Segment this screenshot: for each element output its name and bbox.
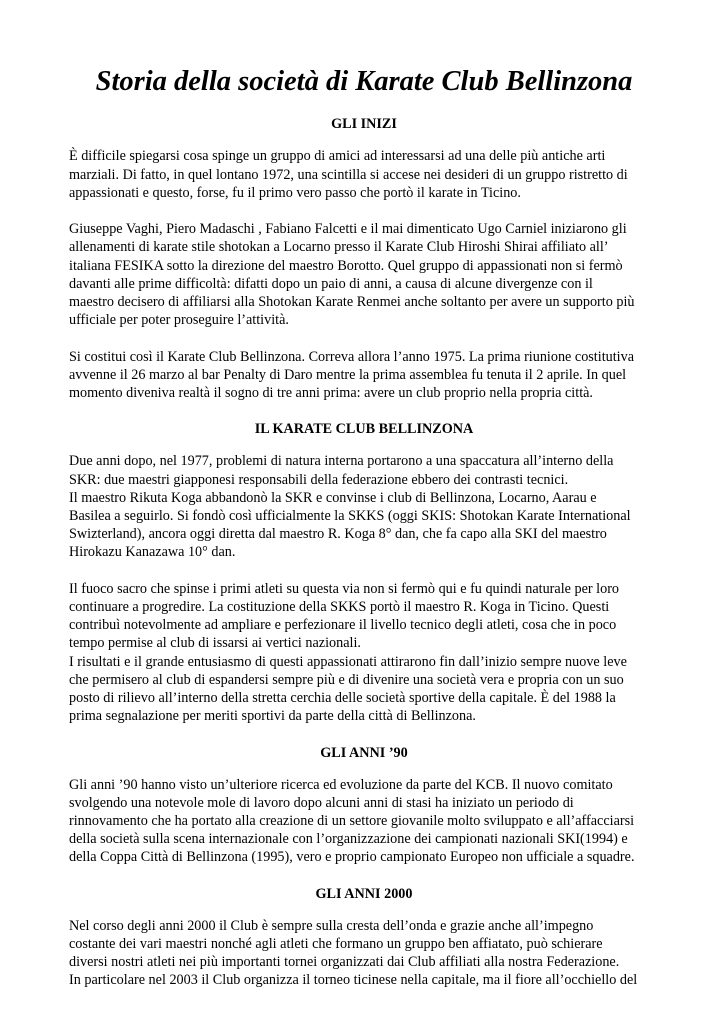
text-line: allenamenti di karate stile shotokan a Locarno presso il Karate Club Hiroshi Shirai affiliato all’ bbox=[69, 239, 609, 256]
text-line: della Coppa Città di Bellinzona (1995), vero e proprio campionato Europeo non ufficiale a squadre. bbox=[69, 849, 635, 866]
text-line: italiana FESIKA sotto la direzione del maestro Borotto. Quel gruppo di appassionati non si fermò bbox=[69, 257, 623, 274]
text-line: appassionati e questo, forse, fu il primo vero passo che portò il karate in Ticino. bbox=[69, 184, 521, 201]
text-line: ufficiale per poter proseguire l’attività. bbox=[69, 312, 289, 329]
section-heading: IL KARATE CLUB BELLINZONA bbox=[254, 421, 474, 438]
paragraph bbox=[69, 348, 659, 403]
section-heading: GLI INIZI bbox=[331, 116, 397, 133]
text-line: Giuseppe Vaghi, Piero Madaschi , Fabiano Falcetti e il mai dimenticato Ugo Carniel iniziarono gli bbox=[69, 221, 627, 238]
text-line: Hirokazu Kanazawa 10° dan. bbox=[69, 544, 236, 561]
paragraph bbox=[69, 452, 659, 561]
text-line: È difficile spiegarsi cosa spinge un gruppo di amici ad interessarsi ad una delle più antiche arti bbox=[69, 148, 606, 165]
paragraph bbox=[69, 220, 659, 329]
text-line: maestro decisero di affiliarsi alla Shotokan Karate Renmei anche soltanto per avere un supporto più bbox=[69, 293, 635, 310]
text-line: che permisero al club di espandersi sempre più e di divenire una società vera e propria con un suo bbox=[69, 671, 624, 688]
text-line: Basilea a seguirlo. Si fondò così ufficialmente la SKKS (oggi SKIS: Shotokan Karate International bbox=[69, 507, 631, 524]
text-line: continuare a progredire. La costituzione della SKKS portò il maestro R. Koga in Ticino. Questi bbox=[69, 598, 610, 615]
text-line: I risultati e il grande entusiasmo di questi appassionati attirarono fin dall’inizio sempre nuove leve bbox=[69, 653, 627, 670]
text-line: SKR: due maestri giapponesi responsabili della federazione ebbero dei contrasti tecnici. bbox=[69, 471, 569, 488]
text-line: marziali. Di fatto, in quel lontano 1972, una scintilla si accese nei desideri di un gruppo ristretto di bbox=[69, 166, 628, 183]
text-line: prima segnalazione per meriti sportivi da parte della città di Bellinzona. bbox=[69, 708, 476, 725]
section-gli-anni-90 bbox=[69, 744, 659, 867]
section-gli-anni-2000 bbox=[69, 885, 659, 990]
text-line: Il fuoco sacro che spinse i primi atleti su questa via non si fermò qui e fu quindi naturale per loro bbox=[69, 580, 620, 597]
document-title: Storia della società di Karate Club Bellinzona bbox=[95, 66, 633, 97]
text-line: davanti alle prime difficoltà: difatti dopo un paio di anni, a causa di alcune divergenze con il bbox=[69, 275, 593, 292]
text-line: Swizterland), ancora oggi diretta dal maestro R. Koga 8° dan, che fa capo alla SKI del maestro bbox=[69, 526, 607, 543]
paragraph bbox=[69, 917, 659, 990]
text-line: momento diveniva realtà il sogno di tre anni prima: avere un club proprio nella propria città. bbox=[69, 384, 593, 401]
text-line: diversi nostri atleti nei più importanti tornei organizzati dai Club affiliati alla nostra Federazione. bbox=[69, 954, 620, 971]
text-line: avvenne il 26 marzo al bar Penalty di Daro mentre la prima assemblea fu tenuta il 2 aprile. In quel bbox=[69, 366, 627, 383]
text-line: tempo permise al club di issarsi ai vertici nazionali. bbox=[69, 635, 361, 652]
section-gli-inizi bbox=[69, 115, 659, 402]
document-page bbox=[69, 66, 659, 1008]
text-line: posto di rilievo all’interno della stretta cerchia delle società sportive della capitale. È del 1988 la bbox=[69, 689, 616, 706]
paragraph bbox=[69, 776, 659, 867]
text-line: Il maestro Rikuta Koga abbandonò la SKR e convinse i club di Bellinzona, Locarno, Aarau e bbox=[69, 489, 597, 506]
text-line: Si costitui così il Karate Club Bellinzona. Correva allora l’anno 1975. La prima riunione costitutiva bbox=[69, 348, 634, 365]
section-heading: GLI ANNI 2000 bbox=[315, 885, 413, 902]
text-line: rinnovamento che ha portato alla creazione di un settore giovanile molto sviluppato e all’affacciarsi bbox=[69, 812, 635, 829]
text-line: In particolare nel 2003 il Club organizza il torneo ticinese nella capitale, ma il fiore all’occhiello del bbox=[69, 972, 638, 989]
text-line: Due anni dopo, nel 1977, problemi di natura interna portarono a una spaccatura all’interno della bbox=[69, 453, 614, 470]
text-line: della società sulla scena internazionale con l’organizzazione dei campionati nazionali SKI(1994) e bbox=[69, 831, 628, 848]
text-line: Gli anni ’90 hanno visto un’ulteriore ricerca ed evoluzione da parte del KCB. Il nuovo comitato bbox=[69, 776, 613, 793]
paragraph bbox=[69, 580, 659, 726]
text-line: Nel corso degli anni 2000 il Club è sempre sulla cresta dell’onda e grazie anche all’impegno bbox=[69, 917, 594, 934]
text-line: costante dei vari maestri nonché agli atleti che formano un gruppo ben affiatato, può schierare bbox=[69, 935, 603, 952]
text-line: svolgendo una notevole mole di lavoro dopo alcuni anni di stasi ha iniziato un periodo di bbox=[69, 794, 574, 811]
section-heading: GLI ANNI ’90 bbox=[320, 744, 408, 761]
text-line: contribuì notevolmente ad ampliare e perfezionare il livello tecnico degli atleti, cosa che in poco bbox=[69, 617, 617, 634]
paragraph bbox=[69, 147, 659, 202]
section-karate-club-bellinzona bbox=[69, 420, 659, 725]
